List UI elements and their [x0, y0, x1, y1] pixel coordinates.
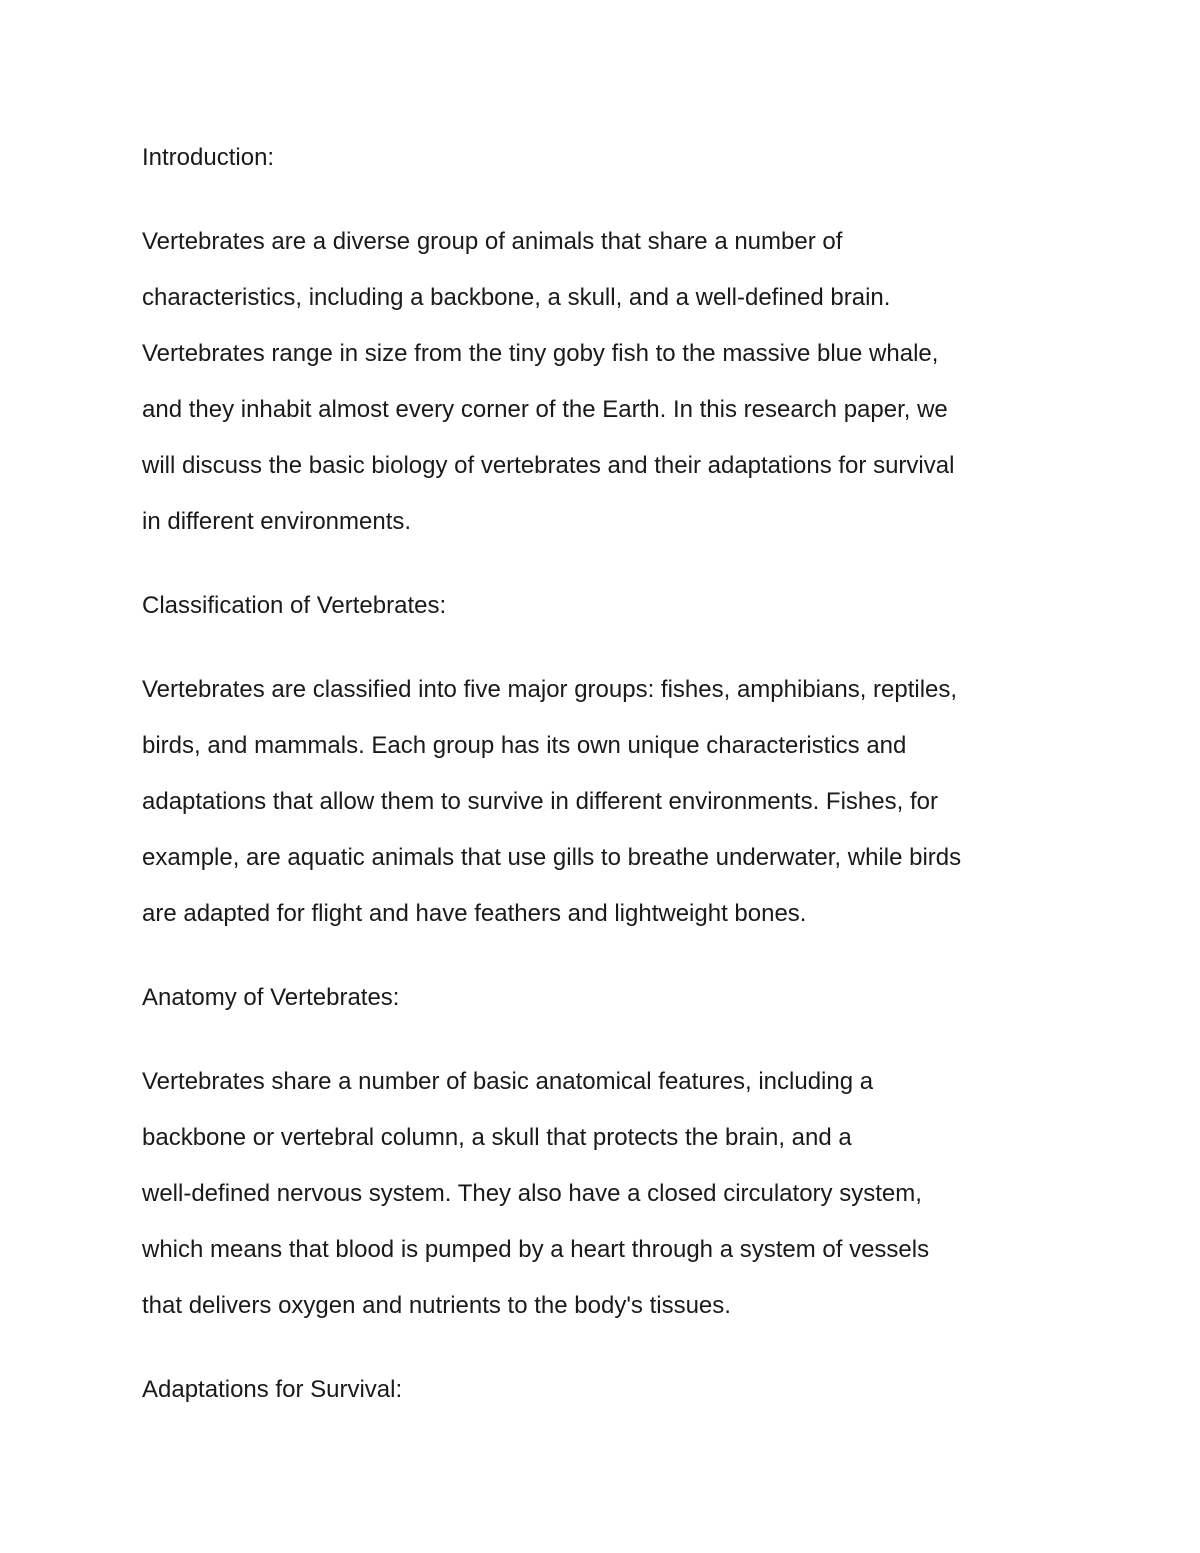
text-line: well-defined nervous system. They also have a closed circulatory system,: [142, 1180, 922, 1207]
text-line: which means that blood is pumped by a heart through a system of vessels: [142, 1236, 930, 1263]
text-line: birds, and mammals. Each group has its own unique characteristics and: [142, 732, 907, 759]
paragraph-anatomy: [142, 1054, 1062, 1334]
text-line: example, are aquatic animals that use gills to breathe underwater, while birds: [142, 844, 962, 871]
paragraph-classification: [142, 662, 1062, 942]
section-heading-adaptations: Adaptations for Survival:: [142, 1376, 403, 1403]
document-body: [142, 130, 1062, 1418]
text-line: Vertebrates are classified into five major groups: fishes, amphibians, reptiles,: [142, 676, 958, 703]
text-line: will discuss the basic biology of vertebrates and their adaptations for survival: [142, 452, 955, 479]
text-line: backbone or vertebral column, a skull that protects the brain, and a: [142, 1124, 852, 1151]
section-heading-anatomy: Anatomy of Vertebrates:: [142, 984, 400, 1011]
text-line: Vertebrates are a diverse group of animals that share a number of: [142, 228, 843, 255]
text-line: in different environments.: [142, 508, 412, 535]
text-line: characteristics, including a backbone, a skull, and a well-defined brain.: [142, 284, 891, 311]
text-line: adaptations that allow them to survive in different environments. Fishes, for: [142, 788, 938, 815]
text-line: Vertebrates share a number of basic anatomical features, including a: [142, 1068, 874, 1095]
section-heading-classification: Classification of Vertebrates:: [142, 592, 447, 619]
text-line: that delivers oxygen and nutrients to the body's tissues.: [142, 1292, 731, 1319]
section-heading-introduction: Introduction:: [142, 144, 275, 171]
paragraph-introduction: [142, 214, 1062, 550]
text-line: and they inhabit almost every corner of the Earth. In this research paper, we: [142, 396, 948, 423]
text-line: are adapted for flight and have feathers and lightweight bones.: [142, 900, 807, 927]
text-line: Vertebrates range in size from the tiny goby fish to the massive blue whale,: [142, 340, 939, 367]
